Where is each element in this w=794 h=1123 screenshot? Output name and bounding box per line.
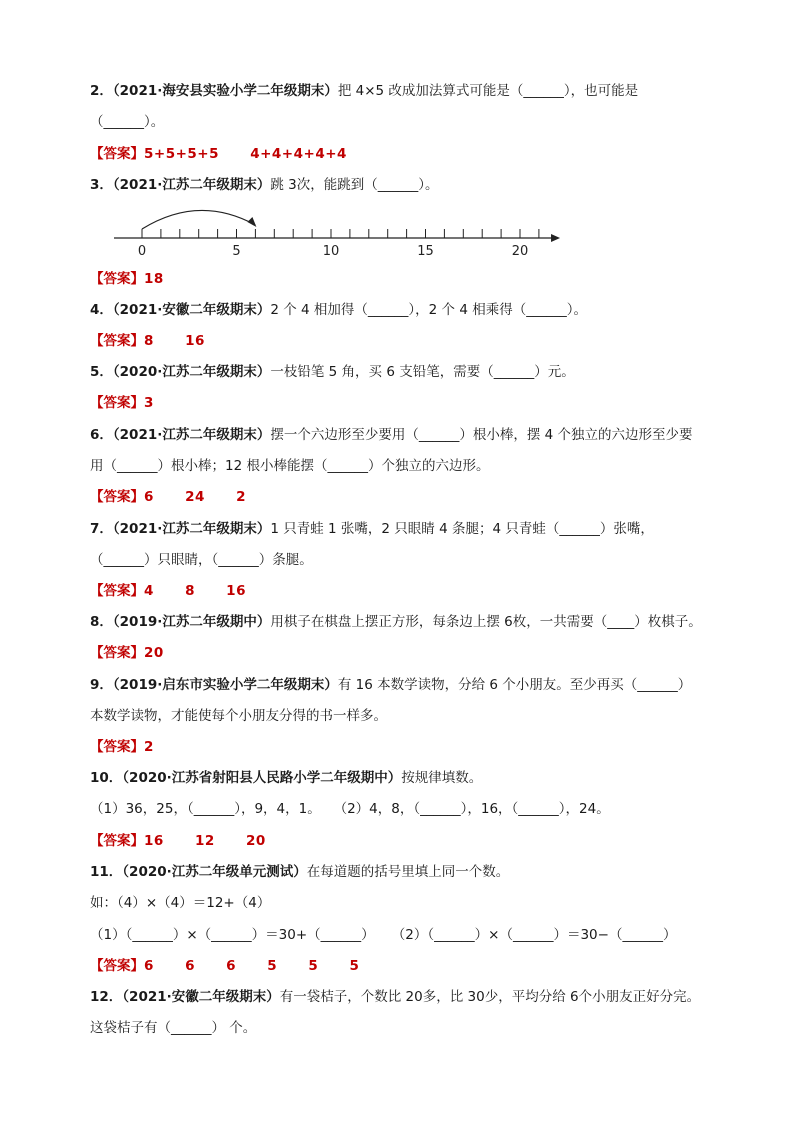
answer-tag: 【答案】: [90, 271, 144, 287]
question-text: 这袋桔子有（______） 个。: [90, 1020, 257, 1036]
question-text: 在每道题的括号里填上同一个数。: [306, 864, 510, 880]
question-text: 跳 3次，能跳到（______）。: [270, 177, 439, 193]
question-source: （2020·江苏二年级期末）: [112, 364, 271, 380]
tick-label: 10: [322, 244, 340, 259]
question-text: 本数学读物，才能使每个小朋友分得的书一样多。: [90, 708, 387, 724]
question-source: （2021·安徽二年级期末）: [112, 302, 271, 318]
answer-3: [90, 270, 164, 288]
axis-arrowhead: [551, 234, 560, 242]
question-source: （2020·江苏二年级单元测试）: [122, 864, 307, 880]
answer-tag: 【答案】: [90, 583, 144, 599]
answer-values: 4 8 16: [144, 583, 246, 599]
question-11: [90, 863, 509, 881]
answer-values: 2: [144, 739, 154, 755]
answer-11: [90, 957, 359, 975]
question-text: （______）只眼睛，（______）条腿。: [90, 552, 313, 568]
answer-values: 5+5+5+5 4+4+4+4+4: [144, 146, 347, 162]
question-text: 有一袋桔子，个数比 20多，比 30少，平均分给 6个小朋友正好分完。: [279, 989, 701, 1005]
question-11-example: [90, 894, 270, 912]
answer-values: 8 16: [144, 333, 205, 349]
question-9: [90, 676, 691, 694]
question-4: [90, 301, 587, 319]
answer-6: [90, 488, 246, 506]
question-source: （2021·江苏二年级期末）: [112, 427, 271, 443]
question-number: 3．: [90, 177, 113, 193]
tick-label: 15: [417, 244, 434, 259]
answer-tag: 【答案】: [90, 833, 144, 849]
question-11-line-3: [90, 926, 676, 944]
question-7: [90, 520, 654, 538]
question-10: [90, 769, 482, 787]
question-source: （2021·江苏二年级期末）: [112, 177, 271, 193]
question-text: 如：（4）×（4）＝12+（4）: [90, 895, 271, 911]
question-source: （2021·江苏二年级期末）: [112, 521, 271, 537]
question-text: 按规律填数。: [401, 770, 483, 786]
answer-2: [90, 145, 347, 163]
question-12: [90, 988, 700, 1006]
question-text: 摆一个六边形至少要用（______）根小棒，摆 4 个独立的六边形至少要: [270, 427, 693, 443]
question-number: 2．: [90, 83, 113, 99]
answer-values: 6 24 2: [144, 489, 246, 505]
question-text: 一枝铅笔 5 角，买 6 支铅笔，需要（______）元。: [270, 364, 575, 380]
answer-9: [90, 738, 154, 756]
answer-values: 6 6 6 5 5 5: [144, 958, 360, 974]
question-source: （2021·安徽二年级期末）: [122, 989, 280, 1005]
question-number: 4．: [90, 302, 113, 318]
question-source: （2020·江苏省射阳县人民路小学二年级期中）: [122, 770, 402, 786]
answer-5: [90, 394, 154, 412]
question-6-line-2: [90, 457, 489, 475]
question-text: 用（______）根小棒；12 根小棒能摆（______）个独立的六边形。: [90, 458, 490, 474]
question-number: 12．: [90, 989, 123, 1005]
question-2: [90, 82, 638, 100]
answer-values: 3: [144, 395, 154, 411]
question-text: （1）（______）×（______）＝30+（______） （2）（______）×（______）＝30−（______）: [90, 927, 677, 943]
tick-label: 20: [511, 244, 529, 259]
answer-values: 16 12 20: [144, 833, 266, 849]
question-number: 5．: [90, 364, 113, 380]
number-line: [110, 205, 560, 260]
question-number: 11．: [90, 864, 123, 880]
question-number: 10．: [90, 770, 123, 786]
answer-values: 20: [144, 645, 164, 661]
jump-arc: [142, 210, 255, 229]
question-text: 1 只青蛙 1 张嘴，2 只眼睛 4 条腿；4 只青蛙（______）张嘴，: [270, 521, 654, 537]
answer-7: [90, 582, 246, 600]
question-source: （2019·江苏二年级期中）: [112, 614, 271, 630]
question-source: （2021·海安县实验小学二年级期末）: [112, 83, 338, 99]
answer-tag: 【答案】: [90, 739, 144, 755]
answer-4: [90, 332, 205, 350]
answer-10: [90, 832, 266, 850]
question-source: （2019·启东市实验小学二年级期末）: [112, 677, 338, 693]
answer-tag: 【答案】: [90, 645, 144, 661]
answer-tag: 【答案】: [90, 489, 144, 505]
question-text: （1）36，25，（______），9，4，1。 （2）4，8，（______），16，（______），24。: [90, 801, 610, 817]
question-text: （______）。: [90, 114, 165, 130]
question-number: 9．: [90, 677, 113, 693]
question-number: 7．: [90, 521, 113, 537]
question-9-line-2: [90, 707, 387, 725]
answer-tag: 【答案】: [90, 146, 144, 162]
question-text: 有 16 本数学读物，分给 6 个小朋友。至少再买（______）: [337, 677, 692, 693]
question-text: 2 个 4 相加得（______），2 个 4 相乘得（______）。: [270, 302, 587, 318]
answer-values: 18: [144, 271, 164, 287]
question-text: 用棋子在棋盘上摆正方形，每条边上摆 6枚，一共需要（____）枚棋子。: [270, 614, 702, 630]
question-number: 8．: [90, 614, 113, 630]
question-5: [90, 363, 575, 381]
question-8: [90, 613, 702, 631]
tick-label: 0: [137, 244, 147, 259]
question-10-line-2: [90, 800, 610, 818]
answer-8: [90, 644, 164, 662]
answer-tag: 【答案】: [90, 958, 144, 974]
question-text: 把 4×5 改成加法算式可能是（______），也可能是: [337, 83, 639, 99]
question-6: [90, 426, 693, 444]
question-7-line-2: [90, 551, 313, 569]
answer-tag: 【答案】: [90, 333, 144, 349]
answer-tag: 【答案】: [90, 395, 144, 411]
number-line-figure: [110, 205, 560, 260]
tick-label: 5: [232, 244, 241, 259]
question-number: 6．: [90, 427, 113, 443]
question-12-line-2: [90, 1019, 256, 1037]
jump-arrowhead: [247, 217, 256, 227]
question-2-line-2: [90, 113, 164, 131]
question-3: [90, 176, 439, 194]
